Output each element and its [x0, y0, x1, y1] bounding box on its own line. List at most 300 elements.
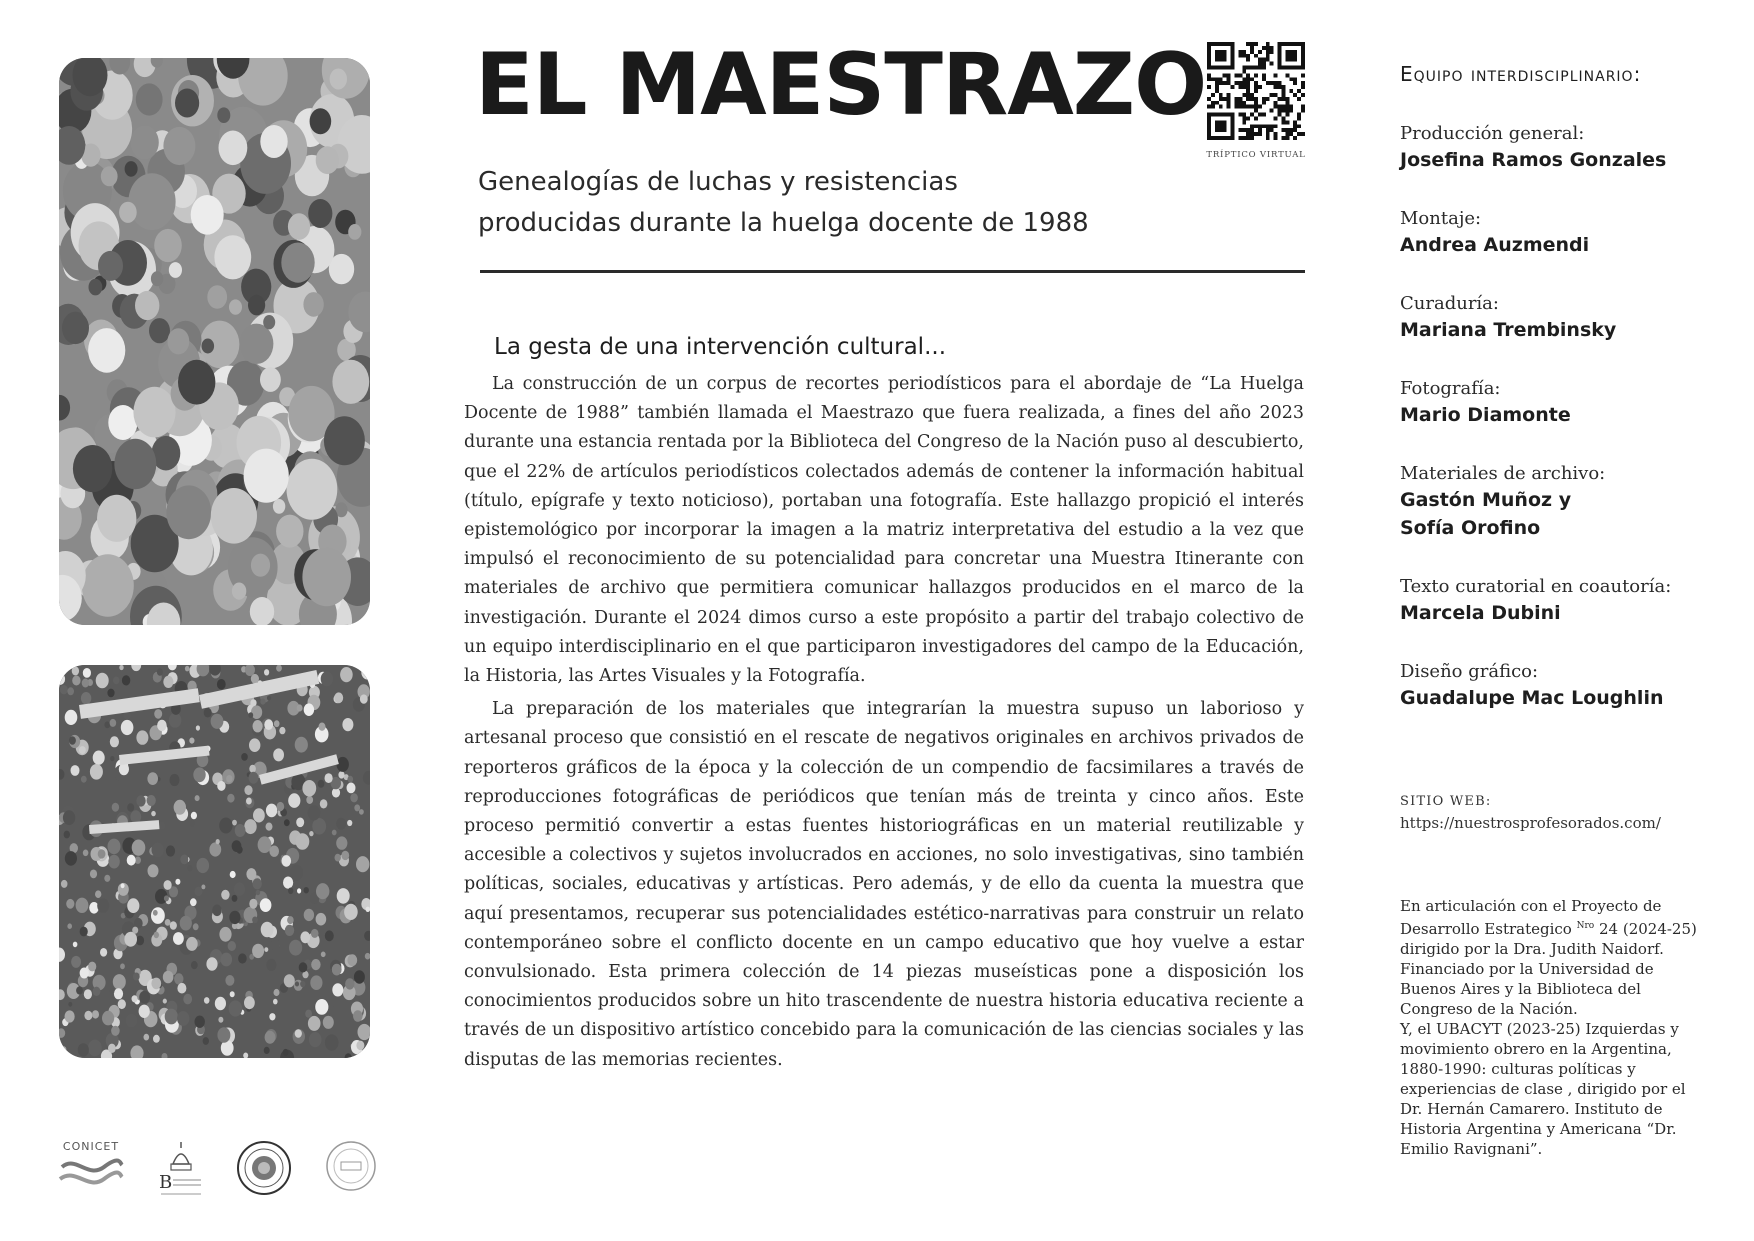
crowd-shape — [347, 783, 356, 794]
crowd-shape — [229, 1000, 243, 1016]
qr-module — [1297, 116, 1301, 120]
qr-module — [1293, 136, 1297, 140]
crowd-shape — [153, 1035, 160, 1043]
qr-module — [1246, 58, 1250, 62]
credit-person: Mario Diamonte — [1400, 404, 1571, 426]
crowd-shape — [244, 449, 289, 503]
qr-module — [1274, 124, 1278, 128]
crowd-shape — [168, 328, 190, 354]
crowd-shape — [334, 692, 343, 703]
crowd-shape — [80, 968, 89, 979]
qr-module — [1278, 85, 1282, 89]
crowd-shape — [232, 583, 246, 600]
crowd-shape — [310, 975, 322, 990]
crowd-shape — [112, 803, 119, 812]
body-text — [464, 370, 1304, 1079]
qr-module — [1215, 120, 1219, 124]
section-heading: La gesta de una intervención cultural... — [494, 334, 947, 360]
crowd-shape — [318, 780, 325, 788]
footnote-paragraph — [1400, 896, 1700, 1019]
qr-module — [1223, 97, 1227, 101]
crowd-shape — [248, 712, 253, 718]
crowd-shape — [65, 851, 77, 866]
qr-module — [1250, 42, 1254, 46]
crowd-shape — [265, 1031, 276, 1044]
crowd-shape — [64, 831, 70, 839]
qr-module — [1211, 42, 1215, 46]
crowd-shape — [321, 671, 333, 686]
qr-module — [1238, 50, 1242, 54]
crowd-shape — [249, 738, 260, 752]
credit-role: Fotografía: — [1400, 378, 1501, 399]
crowd-shape — [97, 898, 109, 912]
crowd-shape — [228, 941, 236, 951]
crowd-shape — [154, 932, 159, 939]
qr-module — [1219, 66, 1223, 70]
qr-module — [1285, 132, 1289, 136]
crowd-shape — [119, 665, 123, 670]
credit-person: Josefina Ramos Gonzales — [1400, 149, 1667, 171]
crowd-shape — [337, 888, 350, 904]
qr-module — [1281, 128, 1285, 132]
crowd-shape — [114, 988, 123, 999]
qr-module — [1278, 105, 1282, 109]
credit-item — [1400, 292, 1720, 377]
qr-module — [1254, 116, 1258, 120]
qr-module — [1285, 136, 1289, 140]
qr-module — [1301, 93, 1305, 97]
crowd-shape — [221, 953, 233, 967]
qr-module — [1254, 109, 1258, 113]
qr-module — [1281, 66, 1285, 70]
crowd-shape — [285, 925, 294, 936]
qr-module — [1301, 85, 1305, 89]
crowd-shape — [366, 907, 371, 912]
crowd-shape — [169, 262, 182, 278]
qr-module — [1215, 54, 1219, 58]
qr-module — [1270, 93, 1274, 97]
qr-module — [1219, 93, 1223, 97]
crowd-shape — [269, 1013, 275, 1020]
qr-module — [1301, 105, 1305, 109]
crowd-shape — [104, 875, 110, 882]
qr-module — [1234, 81, 1238, 85]
qr-module — [1274, 136, 1278, 140]
qr-module — [1301, 81, 1305, 85]
crowd-shape — [96, 673, 109, 689]
crowd-shape — [119, 202, 137, 223]
crowd-shape — [354, 970, 365, 983]
qr-module — [1211, 101, 1215, 105]
crowd-shape — [288, 793, 300, 808]
footnote-text: 24 (2024-25) dirigido por la Dra. Judith Naidorf. Financiado por la Universidad de Buenos Aires y la Biblioteca del Congreso de la Nación. — [1400, 920, 1697, 1018]
crowd-shape — [131, 126, 159, 160]
qr-module — [1223, 50, 1227, 54]
crowd-shape — [249, 765, 256, 773]
qr-module — [1266, 128, 1270, 132]
qr-module — [1223, 58, 1227, 62]
qr-module — [1231, 136, 1235, 140]
qr-module — [1238, 85, 1242, 89]
qr-module — [1242, 66, 1246, 70]
qr-module — [1238, 101, 1242, 105]
qr-module — [1258, 105, 1262, 109]
crowd-shape — [219, 131, 248, 166]
footnote-superscript: Nro — [1576, 921, 1595, 931]
qr-module — [1266, 58, 1270, 62]
qr-module — [1289, 128, 1293, 132]
website-label: SITIO WEB: — [1400, 794, 1492, 809]
qr-module — [1281, 42, 1285, 46]
crowd-shape — [300, 981, 305, 987]
credit-role: Curaduría: — [1400, 293, 1499, 314]
subtitle-line: Genealogías de luchas y resistencias — [478, 167, 958, 197]
crowd-shape — [139, 1005, 150, 1018]
crowd-shape — [217, 1027, 230, 1043]
dome-icon — [157, 1140, 205, 1198]
qr-module — [1281, 116, 1285, 120]
qr-module — [1293, 128, 1297, 132]
qr-module — [1227, 97, 1231, 101]
qr-module — [1238, 128, 1242, 132]
crowd-shape — [164, 880, 172, 890]
qr-module — [1281, 97, 1285, 101]
crowd-shape — [204, 997, 210, 1004]
conicet-logo-text: CONICET — [62, 1140, 120, 1153]
qr-module — [1215, 58, 1219, 62]
crowd-shape — [127, 803, 134, 811]
crowd-shape — [225, 975, 234, 986]
qr-module — [1250, 132, 1254, 136]
qr-module — [1289, 58, 1293, 62]
crowd-shape — [282, 855, 292, 867]
crowd-shape — [76, 986, 83, 994]
qr-module — [1301, 73, 1305, 77]
qr-module — [1270, 81, 1274, 85]
crowd-shape — [244, 785, 252, 795]
nuestros-profesorados-logo — [325, 1140, 377, 1198]
qr-module — [1246, 136, 1250, 140]
crowd-shape — [316, 883, 329, 899]
qr-module — [1274, 73, 1278, 77]
qr-module — [1289, 50, 1293, 54]
crowd-shape — [261, 922, 274, 937]
seal-icon — [236, 1140, 292, 1196]
qr-module — [1207, 116, 1211, 120]
qr-code[interactable] — [1207, 42, 1305, 140]
crowd-shape — [287, 459, 338, 520]
crowd-shape — [191, 961, 198, 969]
crowd-shape — [163, 127, 195, 165]
crowd-shape — [217, 107, 230, 123]
qr-module — [1242, 136, 1246, 140]
crowd-shape — [332, 830, 337, 836]
qr-module — [1297, 66, 1301, 70]
qr-module — [1258, 66, 1262, 70]
qr-module — [1219, 105, 1223, 109]
qr-module — [1266, 54, 1270, 58]
crowd-shape — [166, 485, 211, 539]
crowd-shape — [108, 405, 137, 440]
qr-module — [1266, 81, 1270, 85]
crowd-shape — [300, 931, 310, 943]
qr-module — [1207, 46, 1211, 50]
qr-module — [1278, 62, 1282, 66]
crowd-shape — [69, 736, 76, 745]
qr-module — [1297, 42, 1301, 46]
qr-module — [1258, 113, 1262, 117]
crowd-shape — [65, 710, 78, 725]
qr-module — [1266, 132, 1270, 136]
qr-module — [1285, 58, 1289, 62]
qr-module — [1211, 113, 1215, 117]
qr-module — [1227, 101, 1231, 105]
crowd-shape — [336, 836, 347, 849]
qr-module — [1262, 46, 1266, 50]
qr-module — [1254, 66, 1258, 70]
crowd-shape — [323, 1016, 334, 1029]
crowd-shape — [81, 776, 87, 783]
qr-module — [1285, 120, 1289, 124]
crowd-shape — [329, 1000, 335, 1007]
crowd-shape — [306, 796, 313, 804]
qr-module — [1262, 97, 1266, 101]
qr-module — [1281, 105, 1285, 109]
qr-module — [1234, 105, 1238, 109]
crowd-shape — [84, 989, 92, 999]
crowd-shape — [281, 243, 314, 283]
qr-module — [1207, 58, 1211, 62]
credit-item — [1400, 377, 1720, 462]
qr-module — [1274, 85, 1278, 89]
credit-person: Gastón Muñoz y — [1400, 489, 1572, 511]
qr-module — [1238, 113, 1242, 117]
crowd-shape — [264, 669, 269, 675]
qr-module — [1250, 128, 1254, 132]
credit-item — [1400, 462, 1720, 575]
crowd-shape — [345, 978, 354, 989]
qr-module — [1227, 66, 1231, 70]
crowd-shape — [252, 944, 264, 958]
qr-module — [1207, 85, 1211, 89]
qr-module — [1281, 89, 1285, 93]
crowd-shape — [296, 818, 304, 828]
qr-module — [1223, 54, 1227, 58]
crowd-shape — [203, 1037, 209, 1045]
qr-code-icon — [1207, 42, 1305, 140]
crowd-shape — [108, 839, 121, 855]
qr-module — [1227, 93, 1231, 97]
qr-module — [1227, 81, 1231, 85]
crowd-shape — [212, 905, 222, 917]
qr-module — [1246, 85, 1250, 89]
crowd-shape — [264, 1047, 270, 1054]
qr-module — [1278, 50, 1282, 54]
qr-module — [1242, 69, 1246, 73]
crowd-shape — [287, 916, 294, 924]
crowd-shape — [100, 948, 107, 957]
crowd-shape — [79, 746, 86, 754]
qr-module — [1281, 136, 1285, 140]
crowd-shape — [107, 689, 114, 698]
qr-module — [1285, 113, 1289, 117]
crowd-shape — [296, 833, 310, 850]
crowd-shape — [289, 940, 302, 956]
crowd-shape — [336, 818, 346, 830]
qr-module — [1278, 58, 1282, 62]
crowd-shape — [353, 1010, 363, 1022]
qr-module — [1207, 42, 1211, 46]
crowd-shape — [338, 771, 344, 778]
crowd-shape — [354, 804, 360, 811]
qr-module — [1254, 81, 1258, 85]
qr-module — [1301, 62, 1305, 66]
qr-module — [1274, 132, 1278, 136]
crowd-shape — [190, 898, 197, 906]
qr-module — [1250, 50, 1254, 54]
crowd-shape — [135, 857, 141, 864]
qr-module — [1293, 50, 1297, 54]
crowd-shape — [279, 727, 285, 734]
crowd-shape — [195, 795, 200, 801]
crowd-shape — [111, 1026, 120, 1036]
qr-module — [1231, 54, 1235, 58]
crowd-shape — [229, 911, 240, 924]
qr-module — [1238, 81, 1242, 85]
crowd-shape — [230, 871, 236, 878]
crowd-shape — [332, 983, 343, 996]
crowd-shape — [173, 932, 184, 945]
crowd-shape — [197, 858, 210, 873]
credit-person: Mariana Trembinsky — [1400, 319, 1617, 341]
crowd-shape — [163, 971, 174, 984]
crowd-shape — [218, 1017, 223, 1023]
qr-module — [1219, 97, 1223, 101]
crowd-shape — [221, 890, 229, 900]
qr-module — [1223, 128, 1227, 132]
crowd-shape — [132, 927, 138, 934]
qr-module — [1281, 93, 1285, 97]
crowd-shape — [97, 495, 136, 542]
crowd-shape — [305, 1010, 312, 1018]
qr-module — [1297, 113, 1301, 117]
qr-module — [1285, 42, 1289, 46]
crowd-shape — [195, 1016, 205, 1028]
qr-module — [1266, 42, 1270, 46]
qr-module — [1285, 66, 1289, 70]
crowd-shape — [207, 285, 227, 309]
qr-module — [1270, 109, 1274, 113]
crowd-shape — [73, 445, 112, 492]
qr-module — [1258, 58, 1262, 62]
crowd-shape — [359, 809, 364, 815]
crowd-shape — [88, 328, 125, 373]
crowd-shape — [135, 291, 159, 320]
crowd-shape — [65, 1010, 75, 1022]
qr-module — [1297, 89, 1301, 93]
crowd-shape — [304, 703, 314, 716]
qr-module — [1207, 132, 1211, 136]
crowd-shape — [297, 704, 303, 711]
crowd-shape — [110, 736, 119, 747]
qr-module — [1250, 46, 1254, 50]
qr-module — [1242, 116, 1246, 120]
crowd-shape — [215, 997, 226, 1010]
crowd-shape — [297, 888, 301, 893]
crowd-shape — [302, 548, 351, 606]
crowd-shape — [234, 882, 245, 896]
qr-module — [1250, 77, 1254, 81]
crowd-shape — [232, 820, 237, 826]
qr-module — [1234, 97, 1238, 101]
qr-module — [1293, 120, 1297, 124]
crowd-shape — [170, 774, 180, 786]
crowd-shape — [309, 831, 313, 836]
crowd-shape — [260, 125, 287, 158]
crowd-shape — [149, 318, 170, 343]
crowd-shape — [274, 989, 280, 996]
crowd-shape — [71, 956, 81, 968]
crowd-shape — [121, 720, 134, 735]
qr-module — [1278, 42, 1282, 46]
qr-module — [1211, 136, 1215, 140]
crowd-shape — [136, 795, 145, 806]
crowd-shape — [154, 229, 182, 262]
crowd-shape — [269, 846, 279, 857]
crowd-shape — [340, 667, 353, 682]
qr-module — [1262, 73, 1266, 77]
crowd-shape — [348, 776, 354, 783]
qr-module — [1262, 62, 1266, 66]
body-paragraph: La preparación de los materiales que integrarían la muestra supuso un laborioso y artesanal proceso que consistió en el rescate de negativos originales en archivos privados de reporteros gráficos de la época y la colección de un compendio de facsimilares a través de reproducciones fotográficas de periódicos que tenían más de treinta y cinco años. Este proceso permitió convertir a estas fuentes historiográficas en un material reutilizable y accesible a colectivos y sujetos involucrados en acciones, no solo investigativas, sino también políticas, sociales, educativas y artísticas. Pero además, y de ello da cuenta la muestra que aquí presentamos, recuperar sus potencialidades estético-narrativas para construir un relato contemporáneo sobre el conflicto docente en un campo educativo que hoy vuelve a estar convulsionado. Esta primera colección de 14 piezas museísticas pone a disposición los conocimientos producidos sobre un hito trascendente de nuestra historia educativa reciente a través de un dispositivo artístico concebido para la comunicación de las ciencias sociales y las disputas de las memorias recientes. — [464, 699, 1304, 1070]
crowd-shape — [267, 696, 271, 701]
crowd-shape — [283, 1049, 289, 1056]
qr-module — [1231, 66, 1235, 70]
crowd-shape — [109, 988, 114, 994]
credit-role: Diseño gráfico: — [1400, 661, 1539, 682]
crowd-shape — [72, 676, 80, 686]
qr-module — [1242, 105, 1246, 109]
qr-module — [1238, 73, 1242, 77]
qr-module — [1231, 113, 1235, 117]
qr-module — [1219, 42, 1223, 46]
qr-module — [1285, 97, 1289, 101]
qr-module — [1215, 101, 1219, 105]
crowd-shape — [320, 799, 328, 808]
qr-module — [1215, 81, 1219, 85]
qr-module — [1270, 50, 1274, 54]
qr-module — [1207, 120, 1211, 124]
crowd-shape — [204, 708, 212, 718]
crowd-shape — [266, 823, 273, 831]
crowd-shape — [277, 802, 285, 811]
protest-photo-crowd-closeup — [59, 58, 370, 625]
credit-role: Materiales de archivo: — [1400, 463, 1606, 484]
crowd-closeup-image — [59, 58, 370, 625]
qr-module — [1278, 109, 1282, 113]
crowd-shape — [108, 855, 119, 869]
qr-module — [1207, 73, 1211, 77]
qr-module — [1278, 97, 1282, 101]
crowd-shape — [214, 235, 251, 279]
crowd-shape — [206, 957, 217, 970]
credit-role: Montaje: — [1400, 208, 1482, 229]
crowd-shape — [148, 864, 159, 877]
credit-person: Andrea Auzmendi — [1400, 234, 1590, 256]
crowd-shape — [348, 224, 361, 240]
qr-module — [1285, 109, 1289, 113]
website-link[interactable]: https://nuestrosprofesorados.com/ — [1400, 814, 1661, 832]
